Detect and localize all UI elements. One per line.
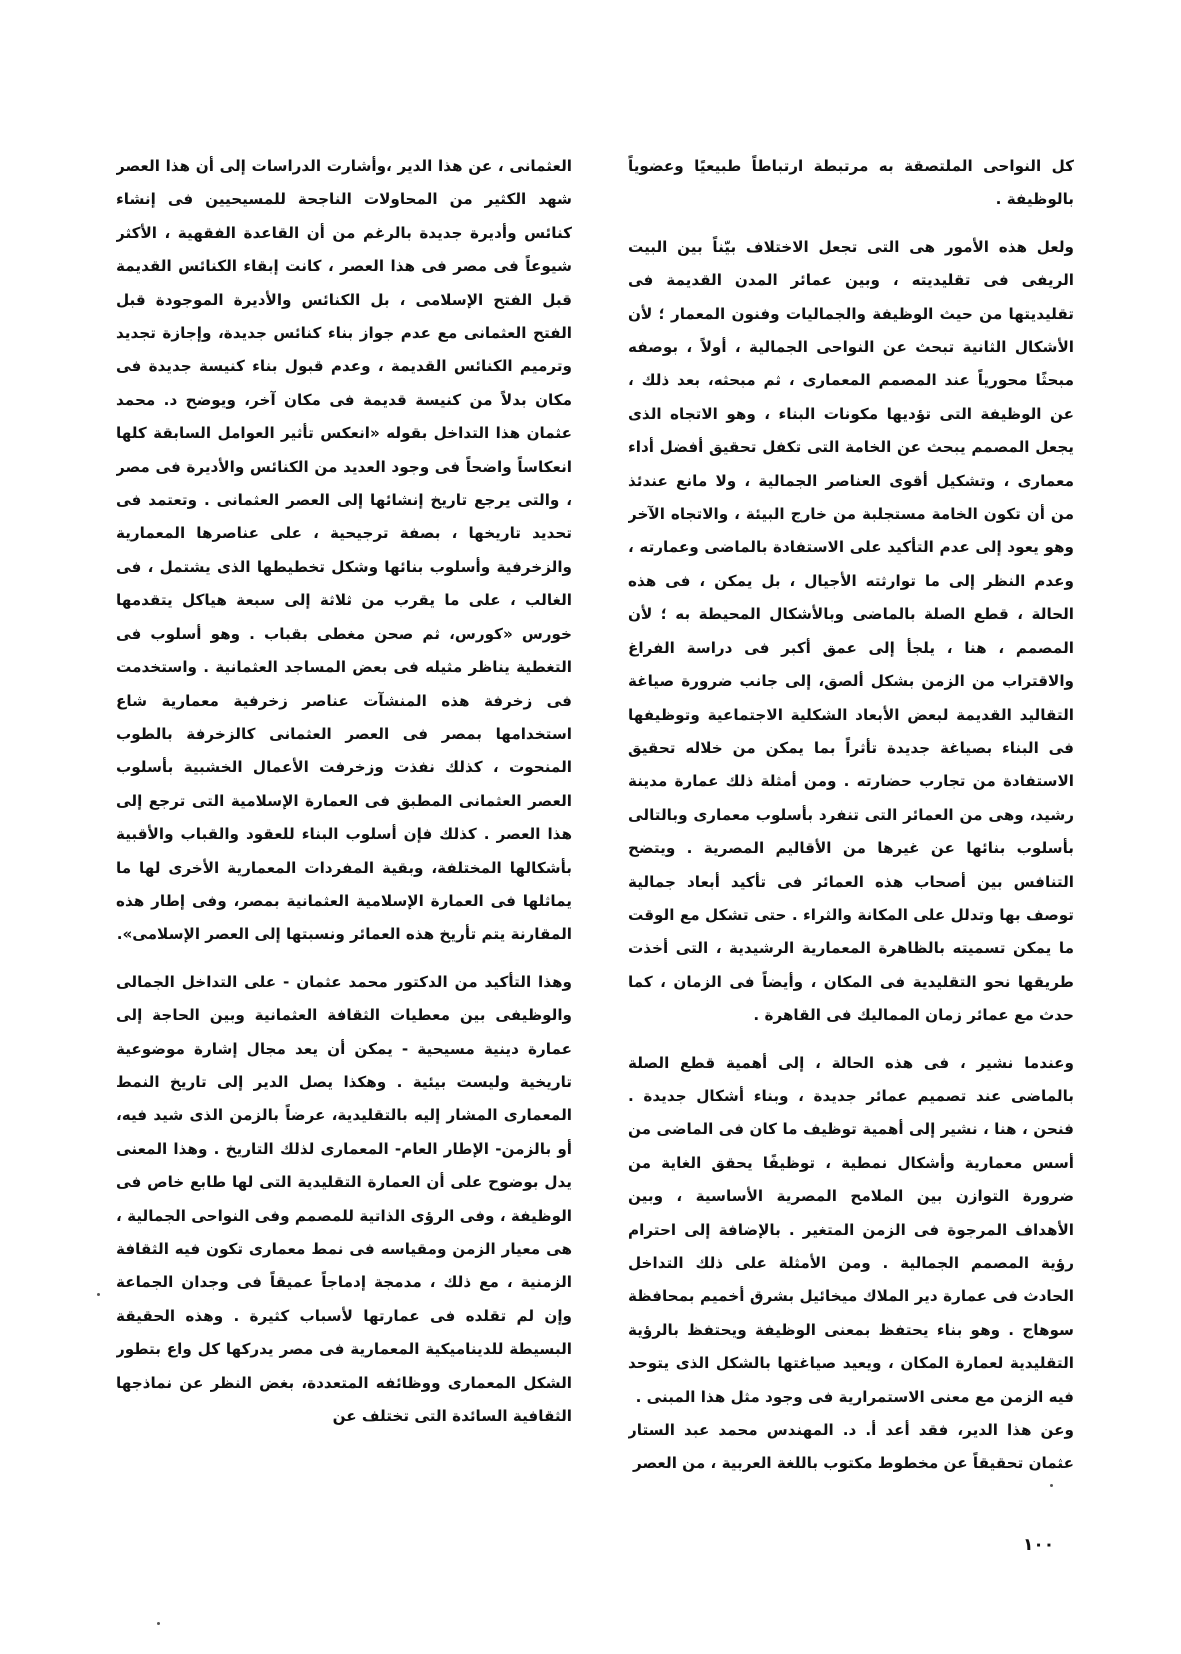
- paragraph: كل النواحى الملتصقة به مرتبطة ارتباطاً طبيعيًا وعضوياً بالوظيفة .: [628, 157, 1074, 209]
- paragraph: ولعل هذه الأمور هى التى تجعل الاختلاف بيّناً بين البيت الريفى فى تقليديته ، وبين عمائر المدن القديمة فى تقليديتها من حيث الوظيفة والجماليات وفنون المعمار ؛ لأن الأشكال الثانية تبحث عن النواحى الجمالية ، أولاً ، بوصفه مبحثًا محورياً عند المصمم المعمارى ، ثم مبحثه، بعد ذلك ، عن الوظيفة التى تؤديها مكونات البناء ، وهو الاتجاه الذى يجعل المصمم يبحث عن الخامة التى تكفل تحقيق أفضل أداء معمارى ، وتشكيل أقوى العناصر الجمالية ، ولا مانع عندئذ من أن تكون الخامة مستجلبة من خارج البيئة ، والاتجاه الآخر وهو يعود إلى عدم التأكيد على الاستفادة بالماضى وعمارته ، وعدم النظر إلى ما توارثته الأجيال ، بل يمكن ، فى هذه الحالة ، قطع الصلة بالماضى وبالأشكال المحيطة به ؛ لأن المصمم ، هنا ، يلجأ إلى عمق أكبر فى دراسة الفراغ والاقتراب من الزمن بشكل ألصق، إلى جانب ضرورة صياغة التقاليد القديمة لبعض الأبعاد الشكلية الاجتماعية وتوظيفها فى البناء بصياغة جديدة تأثراً بما يمكن من خلاله تحقيق الاستفادة من تجارب حضارته . ومن أمثلة ذلك عمارة مدينة رشيد، وهى من العمائر التى تنفرد بأسلوب معمارى وبالتالى بأسلوب بنائها عن غيرها من الأقاليم المصرية . ويتضح التنافس بين أصحاب هذه العمائر فى تأكيد أبعاد جمالية توصف بها وتدلل على المكانة والثراء . حتى تشكل مع الوقت ما يمكن تسميته بالظاهرة المعمارية الرشيدية ، التى أخذت طريقها نحو التقليدية فى المكان ، وأيضاً فى الزمان ، كما حدث مع عمائر زمان المماليك فى القاهرة .: [628, 237, 1074, 1025]
- paragraph: وهذا التأكيد من الدكتور محمد عثمان - على التداخل الجمالى والوظيفى بين معطيات الثقافة العثمانية وبين الحاجة إلى عمارة دينية مسيحية - يمكن أن يعد مجال إشارة موضوعية تاريخية وليست بيئية . وهكذا يصل الدير إلى تاريخ النمط المعمارى المشار إليه بالتقليدية، عرضاً بالزمن الذى شيد فيه، أو بالزمن- الإطار العام- المعمارى لذلك التاريخ . وهذا المعنى يدل بوضوح على أن العمارة التقليدية التى لها طابع خاص فى الوظيفة ، وفى الرؤى الذاتية للمصمم وفى النواحى الجمالية ، هى معيار الزمن ومقياسه فى نمط معمارى تكون فيه الثقافة الزمنية ، مع ذلك ، مدمجة إدماجاً عميقاً فى وجدان الجماعة وإن لم تقلده فى عمارتها لأسباب كثيرة . وهذه الحقيقة البسيطة للديناميكية المعمارية فى مصر يدركها كل واع بتطور الشكل المعمارى ووظائفه المتعددة، بغض النظر عن نماذجها الثقافية السائدة التى تختلف عن: [116, 972, 572, 1426]
- scan-speck: [1050, 1484, 1053, 1487]
- scan-speck: [97, 1293, 100, 1296]
- scan-speck: [157, 1622, 160, 1625]
- right-text-column: [628, 150, 1074, 1480]
- paragraph: العثمانى ، عن هذا الدير ،وأشارت الدراسات إلى أن هذا العصر شهد الكثير من المحاولات الناجحة للمسيحيين فى إنشاء كنائس وأديرة جديدة بالرغم من أن القاعدة الفقهية ، الأكثر شيوعاً فى مصر فى هذا العصر ، كانت إبقاء الكنائس القديمة قبل الفتح الإسلامى ، بل الكنائس والأديرة الموجودة قبل الفتح العثمانى مع عدم جواز بناء كنائس جديدة، وإجازة تجديد وترميم الكنائس القديمة ، وعدم قبول بناء كنيسة جديدة فى مكان بدلاً من كنيسة قديمة فى مكان آخر، ويوضح د. محمد عثمان هذا التداخل بقوله «انعكس تأثير العوامل السابقة كلها انعكاساً واضحاً فى وجود العديد من الكنائس والأديرة فى مصر ، والتى يرجع تاريخ إنشائها إلى العصر العثمانى . وتعتمد فى تحديد تاريخها ، بصفة ترجيحية ، على عناصرها المعمارية والزخرفية وأسلوب بنائها وشكل تخطيطها الذى يشتمل ، فى الغالب ، على ما يقرب من ثلاثة إلى سبعة هياكل يتقدمها خورس «كورس، ثم صحن مغطى بقباب . وهو أسلوب فى التغطية يناظر مثيله فى بعض المساجد العثمانية . واستخدمت فى زخرفة هذه المنشآت عناصر زخرفية معمارية شاع استخدامها بمصر فى العصر العثمانى كالزخرفة بالطوب المنحوت ، كذلك نفذت وزخرفت الأعمال الخشبية بأسلوب العصر العثمانى المطبق فى العمارة الإسلامية التى ترجع إلى هذا العصر . كذلك فإن أسلوب البناء للعقود والقباب والأقبية بأشكالها المختلفة، وبقية المفردات المعمارية الأخرى لها ما يماثلها فى العمارة الإسلامية العثمانية بمصر، وفى إطار هذه المقارنة يتم تأريخ هذه العمائر ونسبتها إلى العصر الإسلامى».: [116, 157, 572, 944]
- paragraph: وعن هذا الدير، فقد أعد أ. د. المهندس محمد عبد الستار عثمان تحقيقاً عن مخطوط مكتوب باللغة العربية ، من العصر: [628, 1421, 1074, 1473]
- paragraph: وعندما نشير ، فى هذه الحالة ، إلى أهمية قطع الصلة بالماضى عند تصميم عمائر جديدة ، وبناء أشكال جديدة . فنحن ، هنا ، نشير إلى أهمية توظيف ما كان فى الماضى من أسس معمارية وأشكال نمطية ، توظيفًا يحقق الغاية من ضرورة التوازن بين الملامح المصرية الأساسية ، وبين الأهداف المرجوة فى الزمن المتغير . بالإضافة إلى احترام رؤية المصمم الجمالية . ومن الأمثلة على ذلك التداخل الحادث فى عمارة دير الملاك ميخائيل بشرق أخميم بمحافظة سوهاج . وهو بناء يحتفظ بمعنى الوظيفة ويحتفظ بالرؤية التقليدية لعمارة المكان ، ويعيد صياغتها بالشكل الذى يتوحد فيه الزمن مع معنى الاستمرارية فى وجود مثل هذا المبنى .: [628, 1053, 1074, 1406]
- page-number: ١٠٠: [1023, 1535, 1055, 1555]
- left-text-column: [116, 150, 572, 1490]
